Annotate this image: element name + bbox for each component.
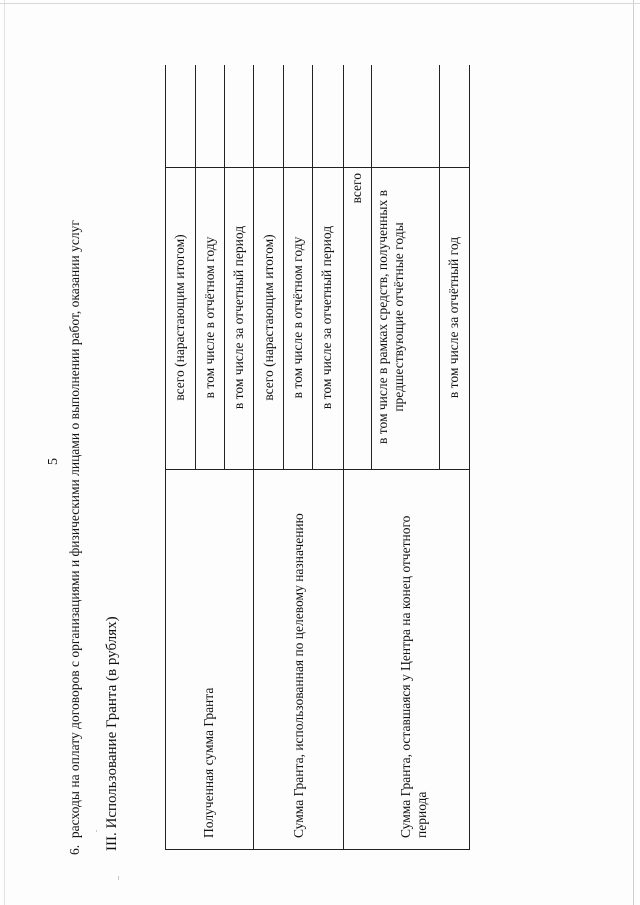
row-sub-label: в том числе за отчетный период — [231, 225, 246, 410]
table-border-bottom — [469, 65, 470, 850]
table-row-divider — [371, 65, 372, 470]
table-group-divider — [253, 65, 254, 850]
row-sub-label: в том числе за отчётный год — [446, 236, 461, 399]
item-6-number: 6. — [67, 844, 82, 855]
row-label: Сумма Гранта, использованная по целевому назначению — [291, 513, 306, 838]
table-row-divider — [439, 65, 440, 470]
table-column-divider — [165, 469, 470, 470]
item-6-text: расходы на оплату договоров с организациями и физическими лицами о выполнении работ, оказании услуг — [67, 220, 82, 839]
item-6 — [67, 220, 83, 855]
table-border-top — [165, 65, 166, 850]
table-row-divider — [312, 65, 313, 470]
table-column-divider — [165, 167, 470, 168]
page-number: 5 — [46, 458, 61, 465]
grant-usage-table — [165, 65, 469, 850]
row-sub-label: всего (нарастающим итогом) — [261, 234, 276, 401]
table-row-divider — [283, 65, 284, 470]
row-sub-label: в том числе в отчётном году — [202, 236, 217, 399]
table-row-divider — [195, 65, 196, 470]
table-group-divider — [343, 65, 344, 850]
row-sub-label: всего — [349, 173, 364, 204]
row-sub-label: в том числе в отчётном году — [290, 236, 305, 399]
row-sub-label: в том числе в рамках средств, полученных в предшествующие отчётные годы — [375, 189, 406, 445]
row-sub-label: в том числе за отчетный период — [319, 225, 334, 410]
row-sub-label: всего (нарастающим итогом) — [172, 234, 187, 401]
table-border-left — [165, 849, 470, 850]
row-label: Сумма Гранта, оставшаяся у Центра на конец отчетного периода — [398, 515, 429, 838]
section-title: III. Использование Гранта (в рублях) — [104, 616, 120, 851]
table-row-divider — [224, 65, 225, 470]
row-label: Полученная сумма Гранта — [201, 687, 216, 838]
